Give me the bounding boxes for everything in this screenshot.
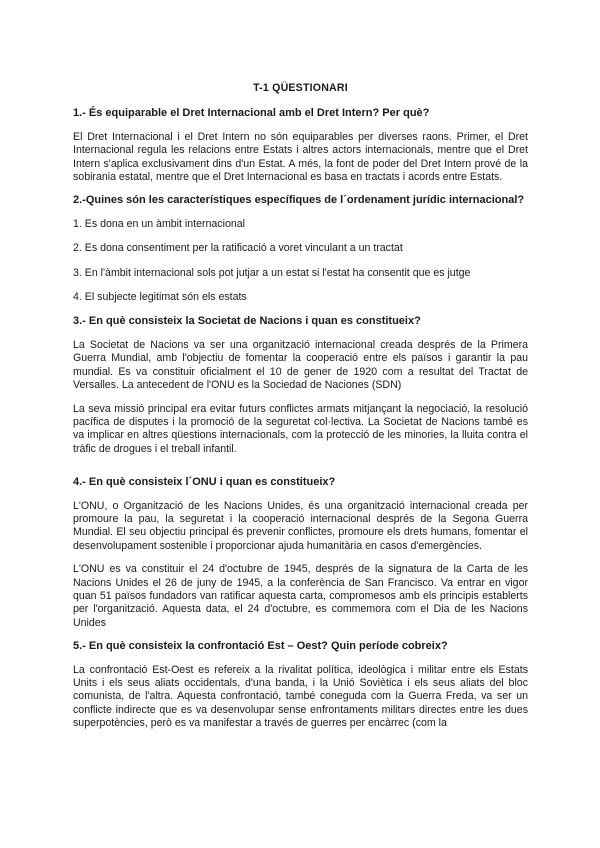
answer-4-paragraph-2: L'ONU es va constituir el 24 d'octubre de 1945, després de la signatura de la Carta de les Nacions Unides el 26 de juny de 1945, a la conferència de San Francisco. Va entrar en vigor quan 51 països fundadors van ratificar aquesta carta, compromesos amb els principis establerts per l'organització. Aquesta data, el 24 d'octubre, es commemora com el Dia de les Nacions Unides [73, 563, 528, 629]
question-4-heading: 4.- En què consisteix l´ONU i quan es constitueix? [73, 476, 336, 489]
answer-1-paragraph: El Dret Internacional i el Dret Intern no són equiparables per diverses raons. Primer, el Dret Internacional regula les relacions entre Estats i altres actors internacionals, mentre que el Dret Intern s'aplica exclusivament dins d'un Estat. A més, la font de poder del Dret Intern prové de la sobirania estatal, mentre que el Dret Internacional es basa en tractats i acords entre Estats. [73, 130, 528, 184]
list-item: 4. El subjecte legitimat són els estats [73, 291, 247, 304]
list-item: 1. Es dona en un àmbit internacional [73, 217, 245, 230]
answer-4-paragraph-1: L'ONU, o Organització de les Nacions Unides, és una organització internacional creada per promoure la pau, la seguretat i la cooperació internacional després de la Segona Guerra Mundial. El seu objectiu principal és prevenir conflictes, promoure els drets humans, fomentar el desenvolupament sostenible i proporcionar ajuda humanitària en casos d'emergències. [73, 499, 528, 552]
answer-5-paragraph-1: La confrontació Est-Oest es refereix a la rivalitat política, ideològica i militar entre els Estats Units i els seus aliats occidentals, d'una banda, i la Unió Soviètica i els seus aliats del bloc comunista, de l'altra. Aquesta confrontació, també coneguda com la Guerra Freda, va ser un conflicte indirecte que es va desenvolupar sense enfrontaments militars directes entre les dues superpotències, però es va manifestar a través de guerres per encàrrec (com la [73, 663, 528, 730]
list-item: 2. Es dona consentiment per la ratificació a voret vinculant a un tractat [73, 242, 403, 255]
question-5-heading: 5.- En què consisteix la confrontació Est – Oest? Quin període cobreix? [73, 640, 448, 653]
document-title: T-1 QÜESTIONARI [253, 82, 348, 94]
answer-3-paragraph-1: La Societat de Nacions va ser una organització internacional creada després de la Primera Guerra Mundial, amb l'objectiu de fomentar la cooperació entre els països i garantir la pau mundial. Es va constituir oficialment el 10 de gener de 1920 com a resultat del Tractat de Versalles. La antecedent de l'ONU es la Sociedad de Naciones (SDN) [73, 338, 528, 392]
answer-3-paragraph-2: La seva missió principal era evitar futurs conflictes armats mitjançant la negociació, la resolució pacífica de disputes i la promoció de la seguretat col·lectiva. La Societat de Nacions també es va implicar en altres qüestions internacionals, com la protecció de les minories, la lluita contra el tràfic de drogues i el treball infantil. [73, 402, 528, 455]
document-page [73, 82, 528, 741]
question-2-heading: 2.-Quines són les característiques específiques de l´ordenament jurídic internacional? [73, 194, 525, 207]
question-1-heading: 1.- És equiparable el Dret Internacional amb el Dret Intern? Per què? [73, 107, 430, 120]
list-item: 3. En l'àmbit internacional sols pot jutjar a un estat si l'estat ha consentit que es jutge [73, 266, 471, 279]
spacer [73, 466, 528, 476]
question-3-heading: 3.- En què consisteix la Societat de Nacions i quan es constitueix? [73, 315, 421, 328]
